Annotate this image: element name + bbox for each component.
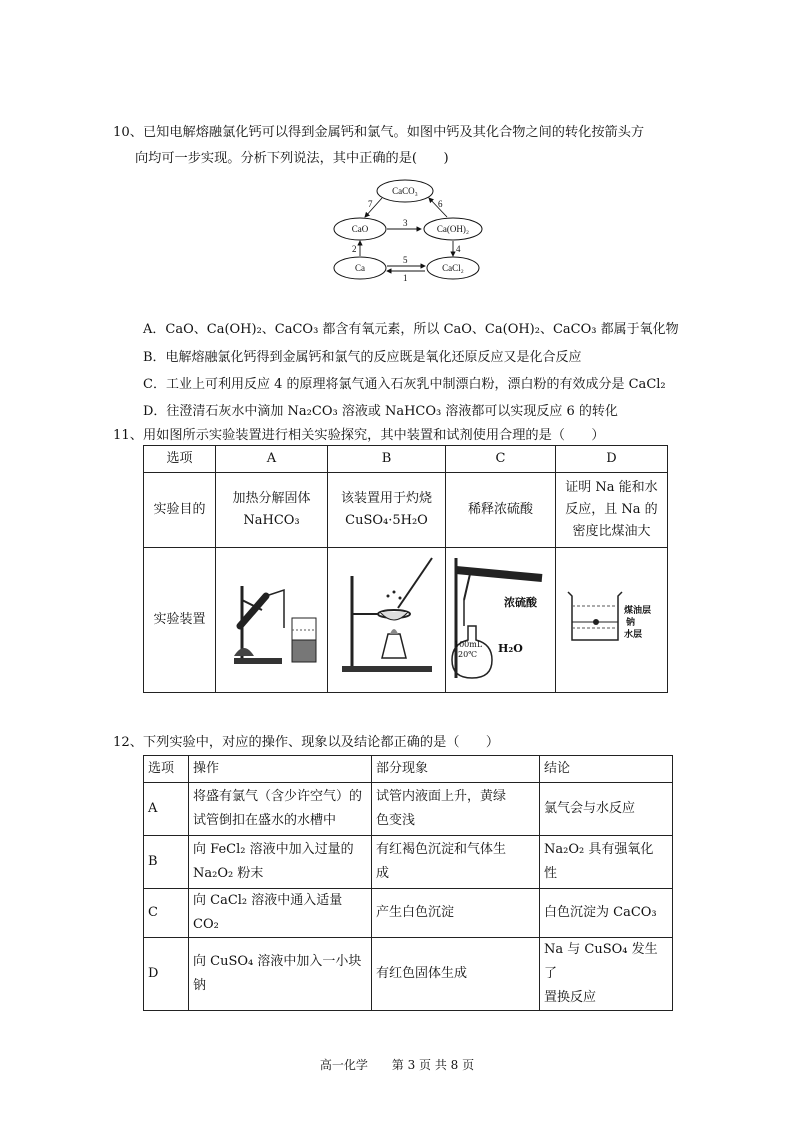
- q11-apparatus-a: [216, 548, 328, 693]
- apparatus-b-evaporating-dish: [332, 548, 442, 684]
- q12-row-b-conclusion-line1: Na₂O₂ 具有强氧化: [544, 842, 654, 857]
- q11-purpose-d-line3: 密度比煤油大: [572, 524, 651, 539]
- q10-option-a: A．CaO、Ca(OH)₂、CaCO₃ 都含有氧元素，所以 CaO、Ca(OH)₂、CaCO₃ 都属于氧化物: [143, 322, 679, 337]
- q12-row-a-conclusion-line1: 氯气会与水反应: [544, 801, 636, 816]
- footer-page-number: 第 3 页 共 8 页: [391, 1058, 475, 1072]
- q12-row-b-operation-line2: Na₂O₂ 粉末: [193, 866, 264, 881]
- apparatus-d-na-label: 钠: [626, 618, 636, 628]
- q11-purpose-d-line2: 反应，且 Na 的: [565, 502, 658, 517]
- arrow-2-label: 2: [352, 244, 357, 254]
- q11-header-c: C: [446, 446, 556, 473]
- q12-row-a: [144, 783, 673, 836]
- apparatus-c-water-label: H₂O: [498, 642, 523, 655]
- q11-purpose-d: [556, 473, 668, 548]
- q12-table: [143, 755, 673, 1011]
- q11-apparatus-label: 实验装置: [144, 548, 216, 693]
- q12-row-d-option: D: [144, 938, 189, 1011]
- q12-header-option: 选项: [144, 756, 189, 783]
- node-ca-label: Ca: [355, 263, 365, 273]
- arrow-3-label: 3: [403, 218, 408, 228]
- q10-option-b: B．电解熔融氯化钙得到金属钙和氯气的反应既是氧化还原反应又是化合反应: [143, 350, 582, 365]
- arrow-4-label: 4: [456, 244, 461, 254]
- q12-row-a-option: A: [144, 783, 189, 836]
- q12-header-conclusion: 结论: [540, 756, 673, 783]
- node-caco3-label: CaCO₃: [392, 186, 418, 196]
- q12-row-a-phenomenon-line2: 色变浅: [376, 813, 416, 828]
- q12-row-a-operation: [189, 783, 372, 836]
- q12-row-d-conclusion: [540, 938, 673, 1011]
- q12-row-c-phenomenon-line1: 产生白色沉淀: [376, 905, 455, 920]
- q12-row-d-conclusion-line1: Na 与 CuSO₄ 发生了: [544, 942, 658, 981]
- footer-subject: 高一化学: [319, 1058, 368, 1072]
- q12-header-phenomenon: 部分现象: [372, 756, 540, 783]
- q12-row-b-operation-line1: 向 FeCl₂ 溶液中加入过量的: [193, 842, 354, 857]
- apparatus-a-heating-tube: [220, 548, 324, 684]
- node-cao-label: CaO: [351, 224, 369, 234]
- q12-row-c-conclusion: [540, 889, 673, 938]
- apparatus-d-kerosene-label: 煤油层: [624, 606, 652, 616]
- node-cacl2-label: CaCl₂: [442, 263, 464, 273]
- q12-header-operation: 操作: [189, 756, 372, 783]
- arrow-5-label: 5: [403, 255, 408, 265]
- apparatus-c-temp-label: 20℃: [458, 650, 478, 659]
- q11-purpose-c-line1: 稀释浓硫酸: [467, 502, 533, 517]
- q12-row-d-operation: [189, 938, 372, 1011]
- q12-row-d-conclusion-line2: 置换反应: [544, 990, 597, 1005]
- q11-header-d: D: [556, 446, 668, 473]
- q12-row-b-option: B: [144, 836, 189, 889]
- q12-row-c-phenomenon: [372, 889, 540, 938]
- q12-row-b-conclusion-line2: 性: [544, 866, 558, 881]
- q12-row-b: [144, 836, 673, 889]
- q10-option-c: C．工业上可利用反应 4 的原理将氯气通入石灰乳中制漂白粉，漂白粉的有效成分是 CaCl₂: [143, 377, 666, 392]
- page-footer: [0, 1056, 794, 1073]
- apparatus-c-dilution: [450, 548, 554, 684]
- node-caoh2-label: Ca(OH)₂: [436, 224, 470, 234]
- q11-purpose-a: [216, 473, 328, 548]
- q12-row-b-conclusion: [540, 836, 673, 889]
- q12-stem: 12、下列实验中，对应的操作、现象以及结论都正确的是（ ）: [113, 735, 500, 750]
- q11-purpose-c: [446, 473, 556, 548]
- q11-purpose-b: [328, 473, 446, 548]
- q12-row-c: [144, 889, 673, 938]
- q12-row-d-operation-line1: 向 CuSO₄ 溶液中加入一小块: [193, 954, 362, 969]
- apparatus-d-water-label: 水层: [624, 630, 643, 640]
- q12-row-b-phenomenon-line2: 成: [376, 866, 390, 881]
- q12-row-b-phenomenon-line1: 有红褐色沉淀和气体生: [376, 842, 507, 857]
- q11-stem: 11、用如图所示实验装置进行相关实验探究，其中装置和试剂使用合理的是（ ）: [113, 428, 605, 443]
- q11-purpose-a-line1: 加热分解固体: [232, 491, 311, 506]
- apparatus-c-flask-label: 100mL: [454, 640, 483, 649]
- q11-table: [143, 445, 668, 693]
- q11-purpose-b-line1: 该装置用于灼烧: [340, 491, 432, 506]
- q12-row-c-operation-line1: 向 CaCl₂ 溶液中通入适量 CO₂: [193, 893, 343, 932]
- q12-row-d-phenomenon-line1: 有红色固体生成: [376, 966, 468, 981]
- q10-stem-line1: 10、已知电解熔融氯化钙可以得到金属钙和氯气。如图中钙及其化合物之间的转化按箭头方: [113, 125, 645, 140]
- q12-row-a-phenomenon: [372, 783, 540, 836]
- q11-header-option: 选项: [144, 446, 216, 473]
- q12-row-c-option: C: [144, 889, 189, 938]
- q12-row-a-operation-line2: 试管倒扣在盛水的水槽中: [193, 813, 337, 828]
- calcium-conversion-diagram: [325, 178, 495, 286]
- q10-option-d: D．往澄清石灰水中滴加 Na₂CO₃ 溶液或 NaHCO₃ 溶液都可以实现反应 6 的转化: [143, 404, 618, 419]
- q12-row-d-phenomenon: [372, 938, 540, 1011]
- q11-header-b: B: [328, 446, 446, 473]
- q11-purpose-a-line2: NaHCO₃: [243, 513, 300, 528]
- q11-apparatus-b: [328, 548, 446, 693]
- q11-apparatus-d: [556, 548, 668, 693]
- q12-row-a-conclusion: [540, 783, 673, 836]
- q12-row-b-phenomenon: [372, 836, 540, 889]
- q12-row-d: [144, 938, 673, 1011]
- q10-stem-line2: 向均可一步实现。分析下列说法，其中正确的是( ): [135, 151, 449, 166]
- q12-row-c-conclusion-line1: 白色沉淀为 CaCO₃: [544, 905, 657, 920]
- q12-row-a-phenomenon-line1: 试管内液面上升，黄绿: [376, 789, 507, 804]
- q11-purpose-d-line1: 证明 Na 能和水: [565, 480, 658, 495]
- q12-row-b-operation: [189, 836, 372, 889]
- q11-header-a: A: [216, 446, 328, 473]
- q11-apparatus-c: [446, 548, 556, 693]
- arrow-6-label: 6: [438, 199, 443, 209]
- apparatus-c-acid-label: 浓硫酸: [504, 596, 537, 609]
- arrow-1-label: 1: [403, 273, 408, 283]
- q12-row-d-operation-line2: 钠: [193, 978, 207, 993]
- arrow-7-label: 7: [368, 199, 373, 209]
- q11-purpose-b-line2: CuSO₄·5H₂O: [345, 513, 428, 528]
- q12-row-c-operation: [189, 889, 372, 938]
- q12-row-a-operation-line1: 将盛有氯气（含少许空气）的: [193, 789, 363, 804]
- q11-purpose-label: 实验目的: [144, 473, 216, 548]
